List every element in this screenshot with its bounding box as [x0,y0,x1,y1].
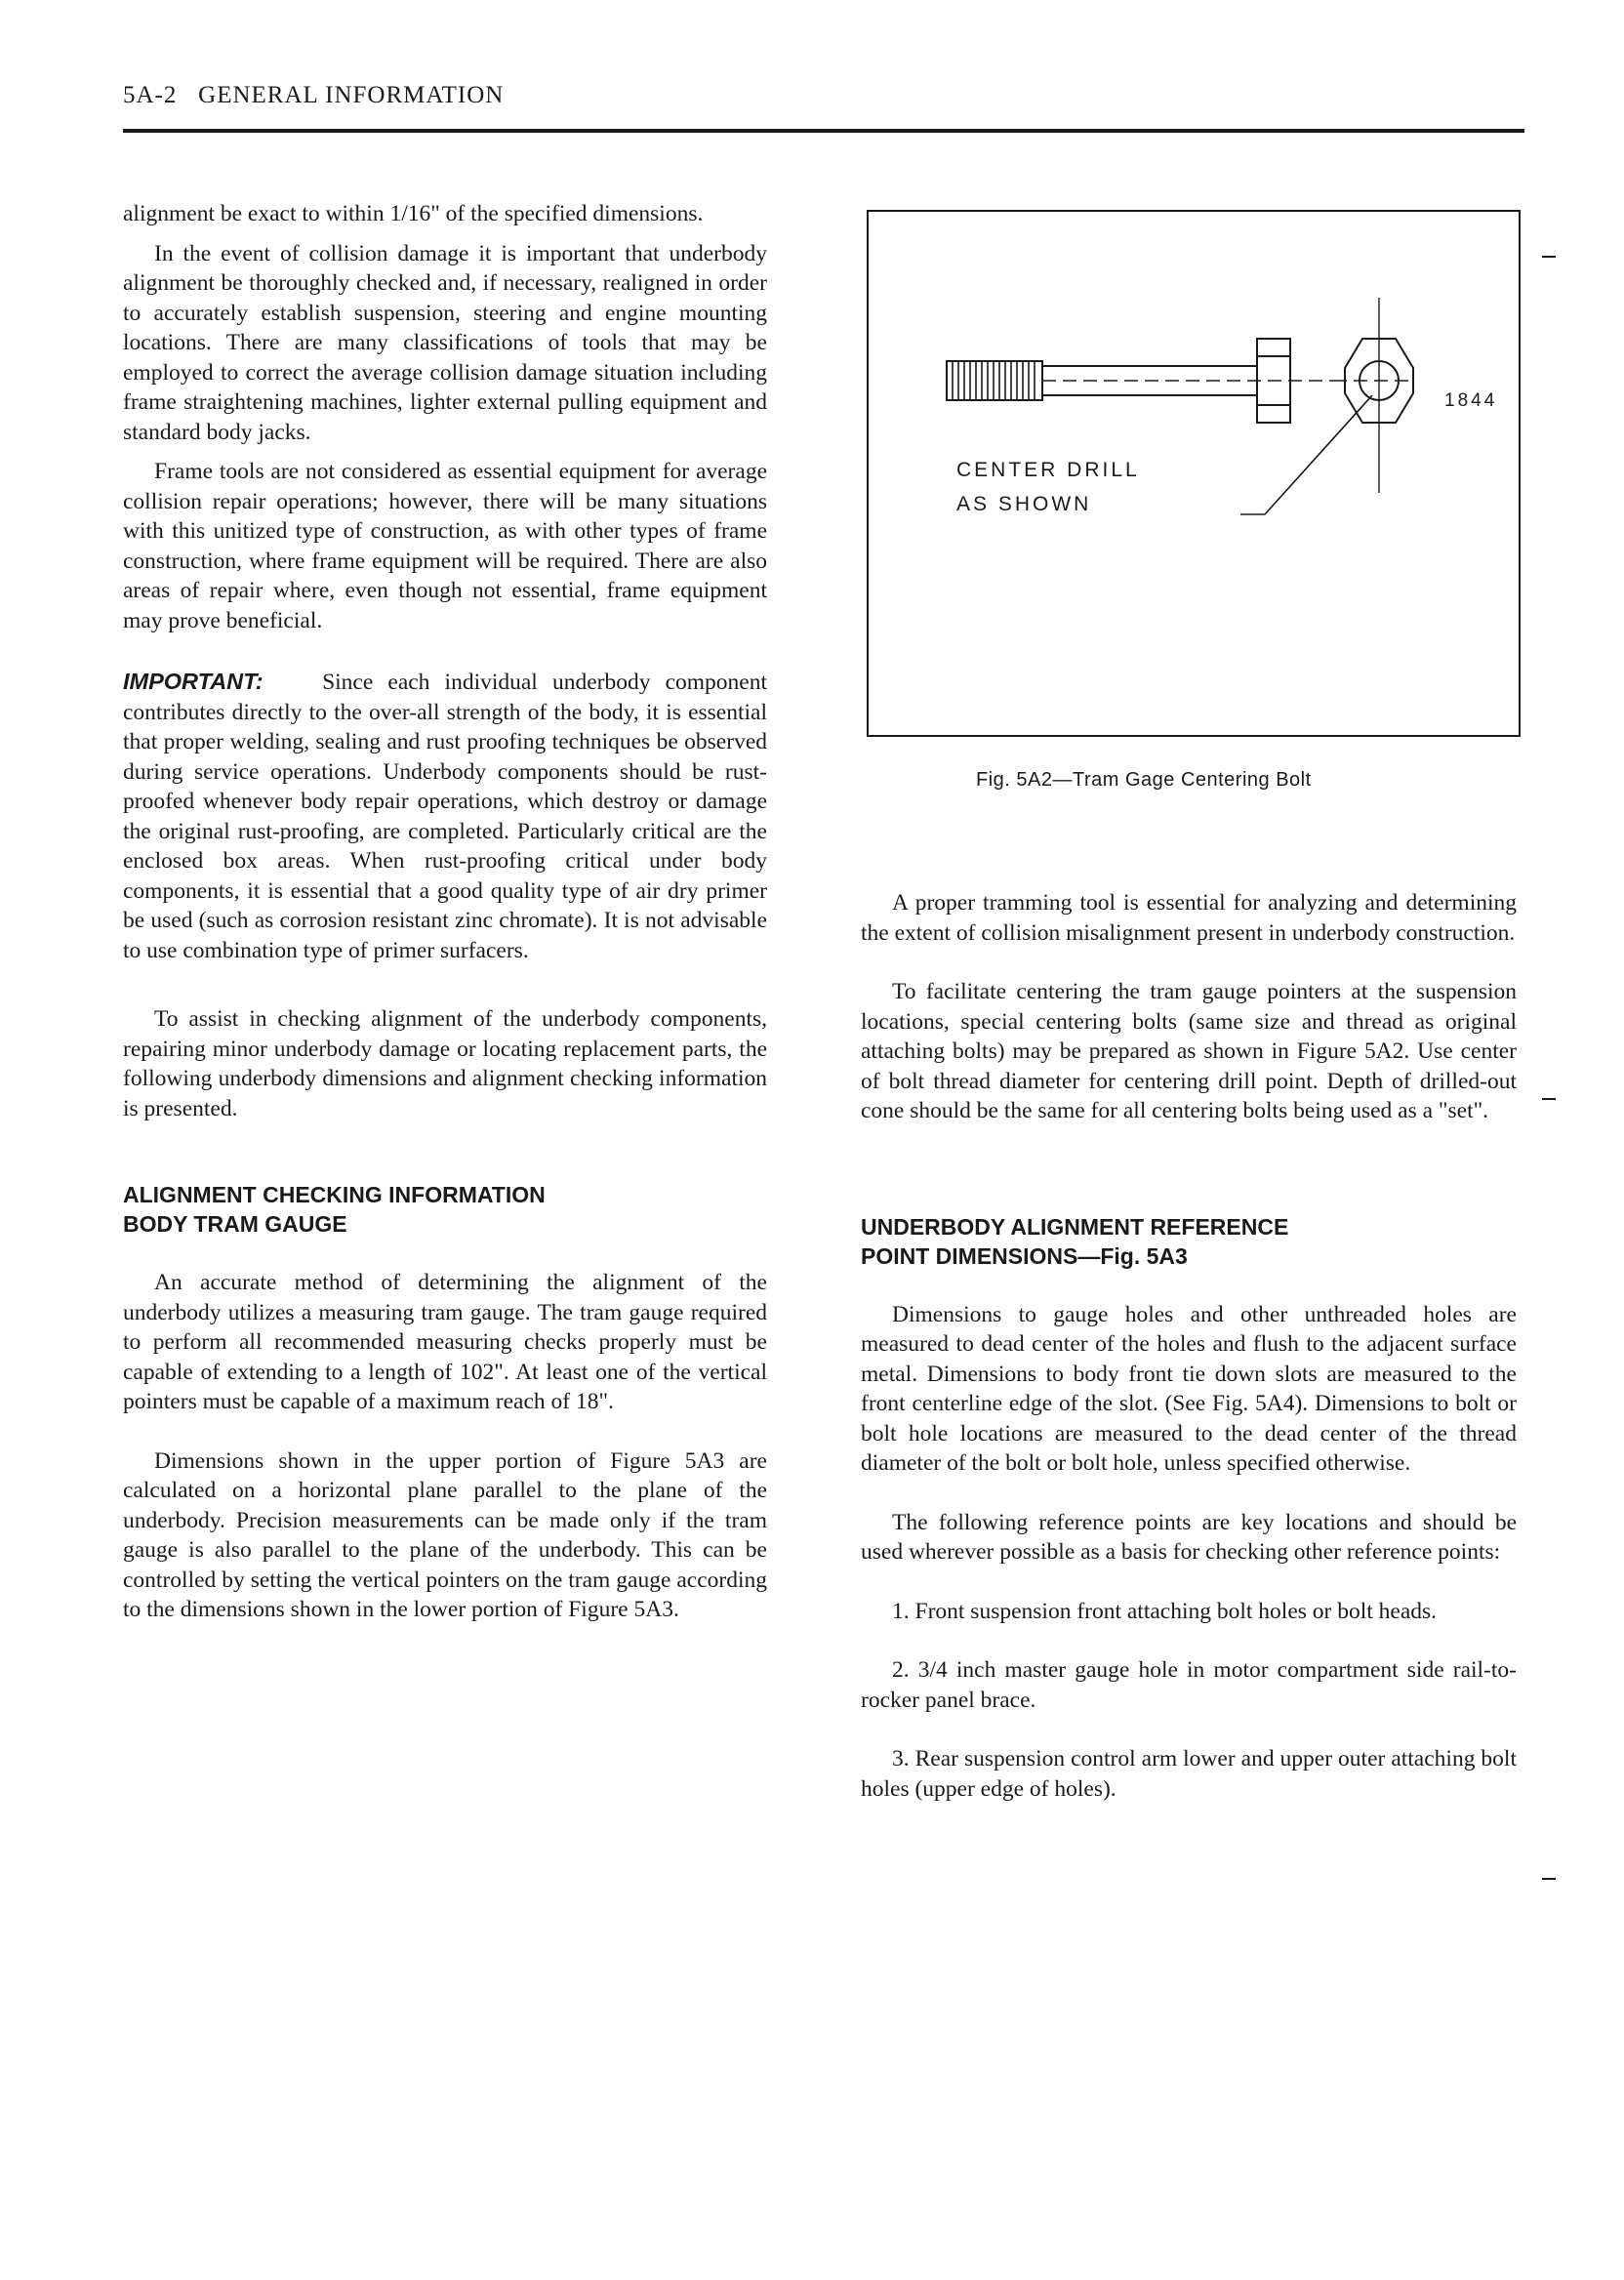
heading-reference-line2: POINT DIMENSIONS—Fig. 5A3 [861,1242,1188,1269]
left-paragraph-2: In the event of collision damage it is important that underbody alignment be thoroughly checked and, if necessary, realigned in order to accurately establish suspension, steering and engine mounting locations. There are many classifications of tools that may be employed to correct the average collision damage situation including frame straightening machines, lighter external pulling equipment and standard body jacks. [123,240,767,445]
margin-mark-3 [1542,1878,1556,1880]
left-paragraph-6: An accurate method of determining the alignment of the underbody utilizes a measuring tram gauge. The tram gauge required to perform all recommended measuring checks properly must be capable of extending to a length of 102". At least one of the vertical pointers must be capable of a maximum reach of 18". [123,1270,767,1414]
left-paragraph-3: Frame tools are not considered as essential equipment for average collision repair operations; however, there will be many situations with this unitized type of construction, as with other types of frame construction, where frame equipment will be required. There are also areas of repair where, even though not essential, frame equipment may prove beneficial. [123,459,767,633]
reference-item-1: 1. Front suspension front attaching bolt holes or bolt heads. [892,1598,1438,1624]
center-drill-leader [1240,395,1372,514]
right-paragraph-2: To facilitate centering the tram gauge pointers at the suspension locations, special centering bolts (same size and thread as original attaching bolts) may be prepared as shown in Figure 5A2. Use center of bolt thread diameter for centering drill point. Depth of drilled-out cone should be the same for all centering bolts being used as a "set". [861,979,1517,1123]
reference-item-3: 3. Rear suspension control arm lower and upper outer attaching bolt holes (upper edge of holes). [861,1746,1517,1802]
figure-number: 1844 [1444,390,1498,411]
header-rule [123,129,1524,133]
heading-reference-line1: UNDERBODY ALIGNMENT REFERENCE [861,1213,1289,1240]
page-header [123,82,504,109]
figure-label-center-drill: CENTER DRILL [956,459,1140,481]
margin-mark-2 [1542,1098,1556,1100]
margin-mark-1 [1542,256,1556,258]
heading-alignment-line1: ALIGNMENT CHECKING INFORMATION [123,1182,546,1207]
left-paragraph-7: Dimensions shown in the upper portion of Figure 5A3 are calculated on a horizontal plane parallel to the plane of the underbody. Precision measurements can be made only if the tram gauge is also parallel to the plane of the underbody. This can be controlled by setting the vertical pointers on the tram gauge according to the dimensions shown in the lower portion of Figure 5A3. [123,1447,767,1622]
left-paragraph-1: alignment be exact to within 1/16" of the specified dimensions. [123,201,704,226]
figure-label-as-shown: AS SHOWN [956,493,1092,515]
right-paragraph-1: A proper tramming tool is essential for analyzing and determining the extent of collision misalignment present in underbody construction. [861,890,1517,946]
right-column [861,888,1517,1804]
page-title: GENERAL INFORMATION [198,82,505,108]
section-heading-alignment [123,1180,767,1239]
right-paragraph-4: The following reference points are key locations and should be used wherever possible as a basis for checking other reference points: [861,1509,1517,1565]
right-paragraph-3: Dimensions to gauge holes and other unthreaded holes are measured to dead center of the holes and flush to the adjacent surface metal. Dimensions to body front tie down slots are measured to the front centerline edge of the slot. (See Fig. 5A4). Dimensions to bolt or bolt hole locations are measured to the dead center of the thread diameter of the bolt or bolt hole, unless specified otherwise. [861,1301,1517,1476]
important-text: Since each individual underbody component contributes directly to the over-all strength of the body, it is essential that proper welding, sealing and rust proofing techniques be observed during service operations. Underbody components should be rust-proofed whenever body repair operations, which destroy or damage the original rust-proofing, are completed. Particularly critical are the enclosed box areas. When rust-proofing critical under body components, it is essential that a good quality type of air dry primer be used (such as corrosion resistant zinc chromate). It is not advisable to use combination type of primer surfacers. [123,670,767,963]
important-note [123,667,767,965]
important-label: IMPORTANT: [123,669,264,694]
page-id: 5A-2 [123,82,178,108]
left-column [123,199,767,1625]
heading-alignment-line2: BODY TRAM GAUGE [123,1211,347,1237]
figure-caption: Fig. 5A2—Tram Gage Centering Bolt [976,769,1312,791]
section-heading-reference-points [861,1212,1517,1271]
left-paragraph-5: To assist in checking alignment of the underbody components, repairing minor underbody damage or locating replacement parts, the following underbody dimensions and alignment checking information is presented. [123,1006,767,1121]
reference-item-2: 2. 3/4 inch master gauge hole in motor compartment side rail-to-rocker panel brace. [861,1657,1517,1713]
